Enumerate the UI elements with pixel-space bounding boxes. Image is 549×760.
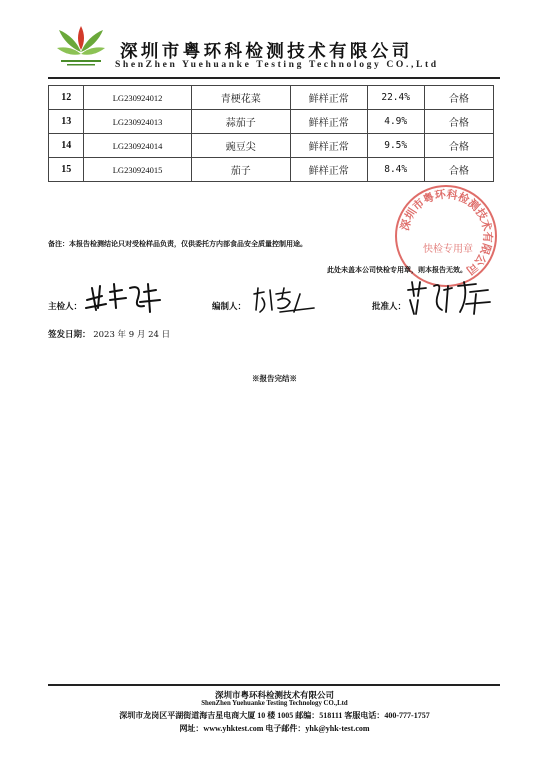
compiler-label: 编制人： — [212, 302, 247, 312]
test-result: 合格 — [424, 158, 493, 182]
sample-state: 鲜样正常 — [290, 110, 367, 134]
table-row — [49, 86, 494, 110]
footer-company-en: ShenZhen Yuehuanke Testing Technology CO.,Ltd — [201, 700, 348, 707]
test-value: 8.4% — [367, 158, 424, 182]
row-index: 13 — [49, 110, 84, 134]
table-row — [49, 110, 494, 134]
sample-state: 鲜样正常 — [290, 86, 367, 110]
footer-contact: 网址：www.yhktest.com 电子邮件：yhk@yhk-test.com — [179, 724, 370, 733]
sign-date-value: 2023 年 9 月 24 日 — [93, 330, 171, 340]
inspector-label: 主检人： — [48, 302, 83, 312]
sign-date — [48, 328, 170, 340]
seal-ring-text: 深圳市粤环科检测技术有限公司 — [398, 187, 495, 277]
sample-name: 青梗花菜 — [191, 86, 290, 110]
sample-name: 茄子 — [191, 158, 290, 182]
test-result: 合格 — [424, 134, 493, 158]
row-index: 15 — [49, 158, 84, 182]
company-name-cn: 深圳市粤环科检测技术有限公司 — [120, 42, 413, 62]
sample-name: 蒜茄子 — [191, 110, 290, 134]
footer-address: 深圳市龙岗区平湖街道海吉星电商大厦 10 楼 1005 邮编：518111 客服电话：400-777-1757 — [119, 711, 430, 720]
sample-state: 鲜样正常 — [290, 158, 367, 182]
company-name-en: ShenZhen Yuehuanke Testing Technology CO.,Ltd — [115, 59, 439, 70]
report-remark: 备注：本报告检测结论只对受检样品负责，仅供委托方内部食品安全质量控制用途。 — [48, 239, 307, 248]
sample-state: 鲜样正常 — [290, 134, 367, 158]
sample-code: LG230924014 — [84, 134, 191, 158]
test-result: 合格 — [424, 86, 493, 110]
sample-code: LG230924013 — [84, 110, 191, 134]
row-index: 14 — [49, 134, 84, 158]
inspector-signature — [82, 278, 162, 318]
sample-name: 豌豆尖 — [191, 134, 290, 158]
sign-date-label: 签发日期： — [48, 330, 91, 340]
stamp-notice: 此处未盖本公司快检专用章，则本报告无效。 — [327, 265, 467, 274]
footer-company-cn: 深圳市粤环科检测技术有限公司 — [214, 690, 334, 700]
seal-center-text: 快检专用章 — [423, 244, 473, 255]
approver-label: 批准人： — [372, 302, 407, 312]
company-logo — [55, 22, 107, 68]
footer-divider — [48, 684, 500, 686]
compiler-signature — [250, 284, 320, 316]
row-index: 12 — [49, 86, 84, 110]
test-value: 4.9% — [367, 110, 424, 134]
sample-code: LG230924012 — [84, 86, 191, 110]
sample-code: LG230924015 — [84, 158, 191, 182]
header-divider — [48, 77, 500, 79]
table-row — [49, 158, 494, 182]
test-result: 合格 — [424, 110, 493, 134]
table-row — [49, 134, 494, 158]
approver-signature — [404, 278, 494, 318]
test-value: 9.5% — [367, 134, 424, 158]
test-value: 22.4% — [367, 86, 424, 110]
report-end-marker: ※报告完结※ — [252, 374, 297, 383]
results-table — [48, 85, 494, 182]
